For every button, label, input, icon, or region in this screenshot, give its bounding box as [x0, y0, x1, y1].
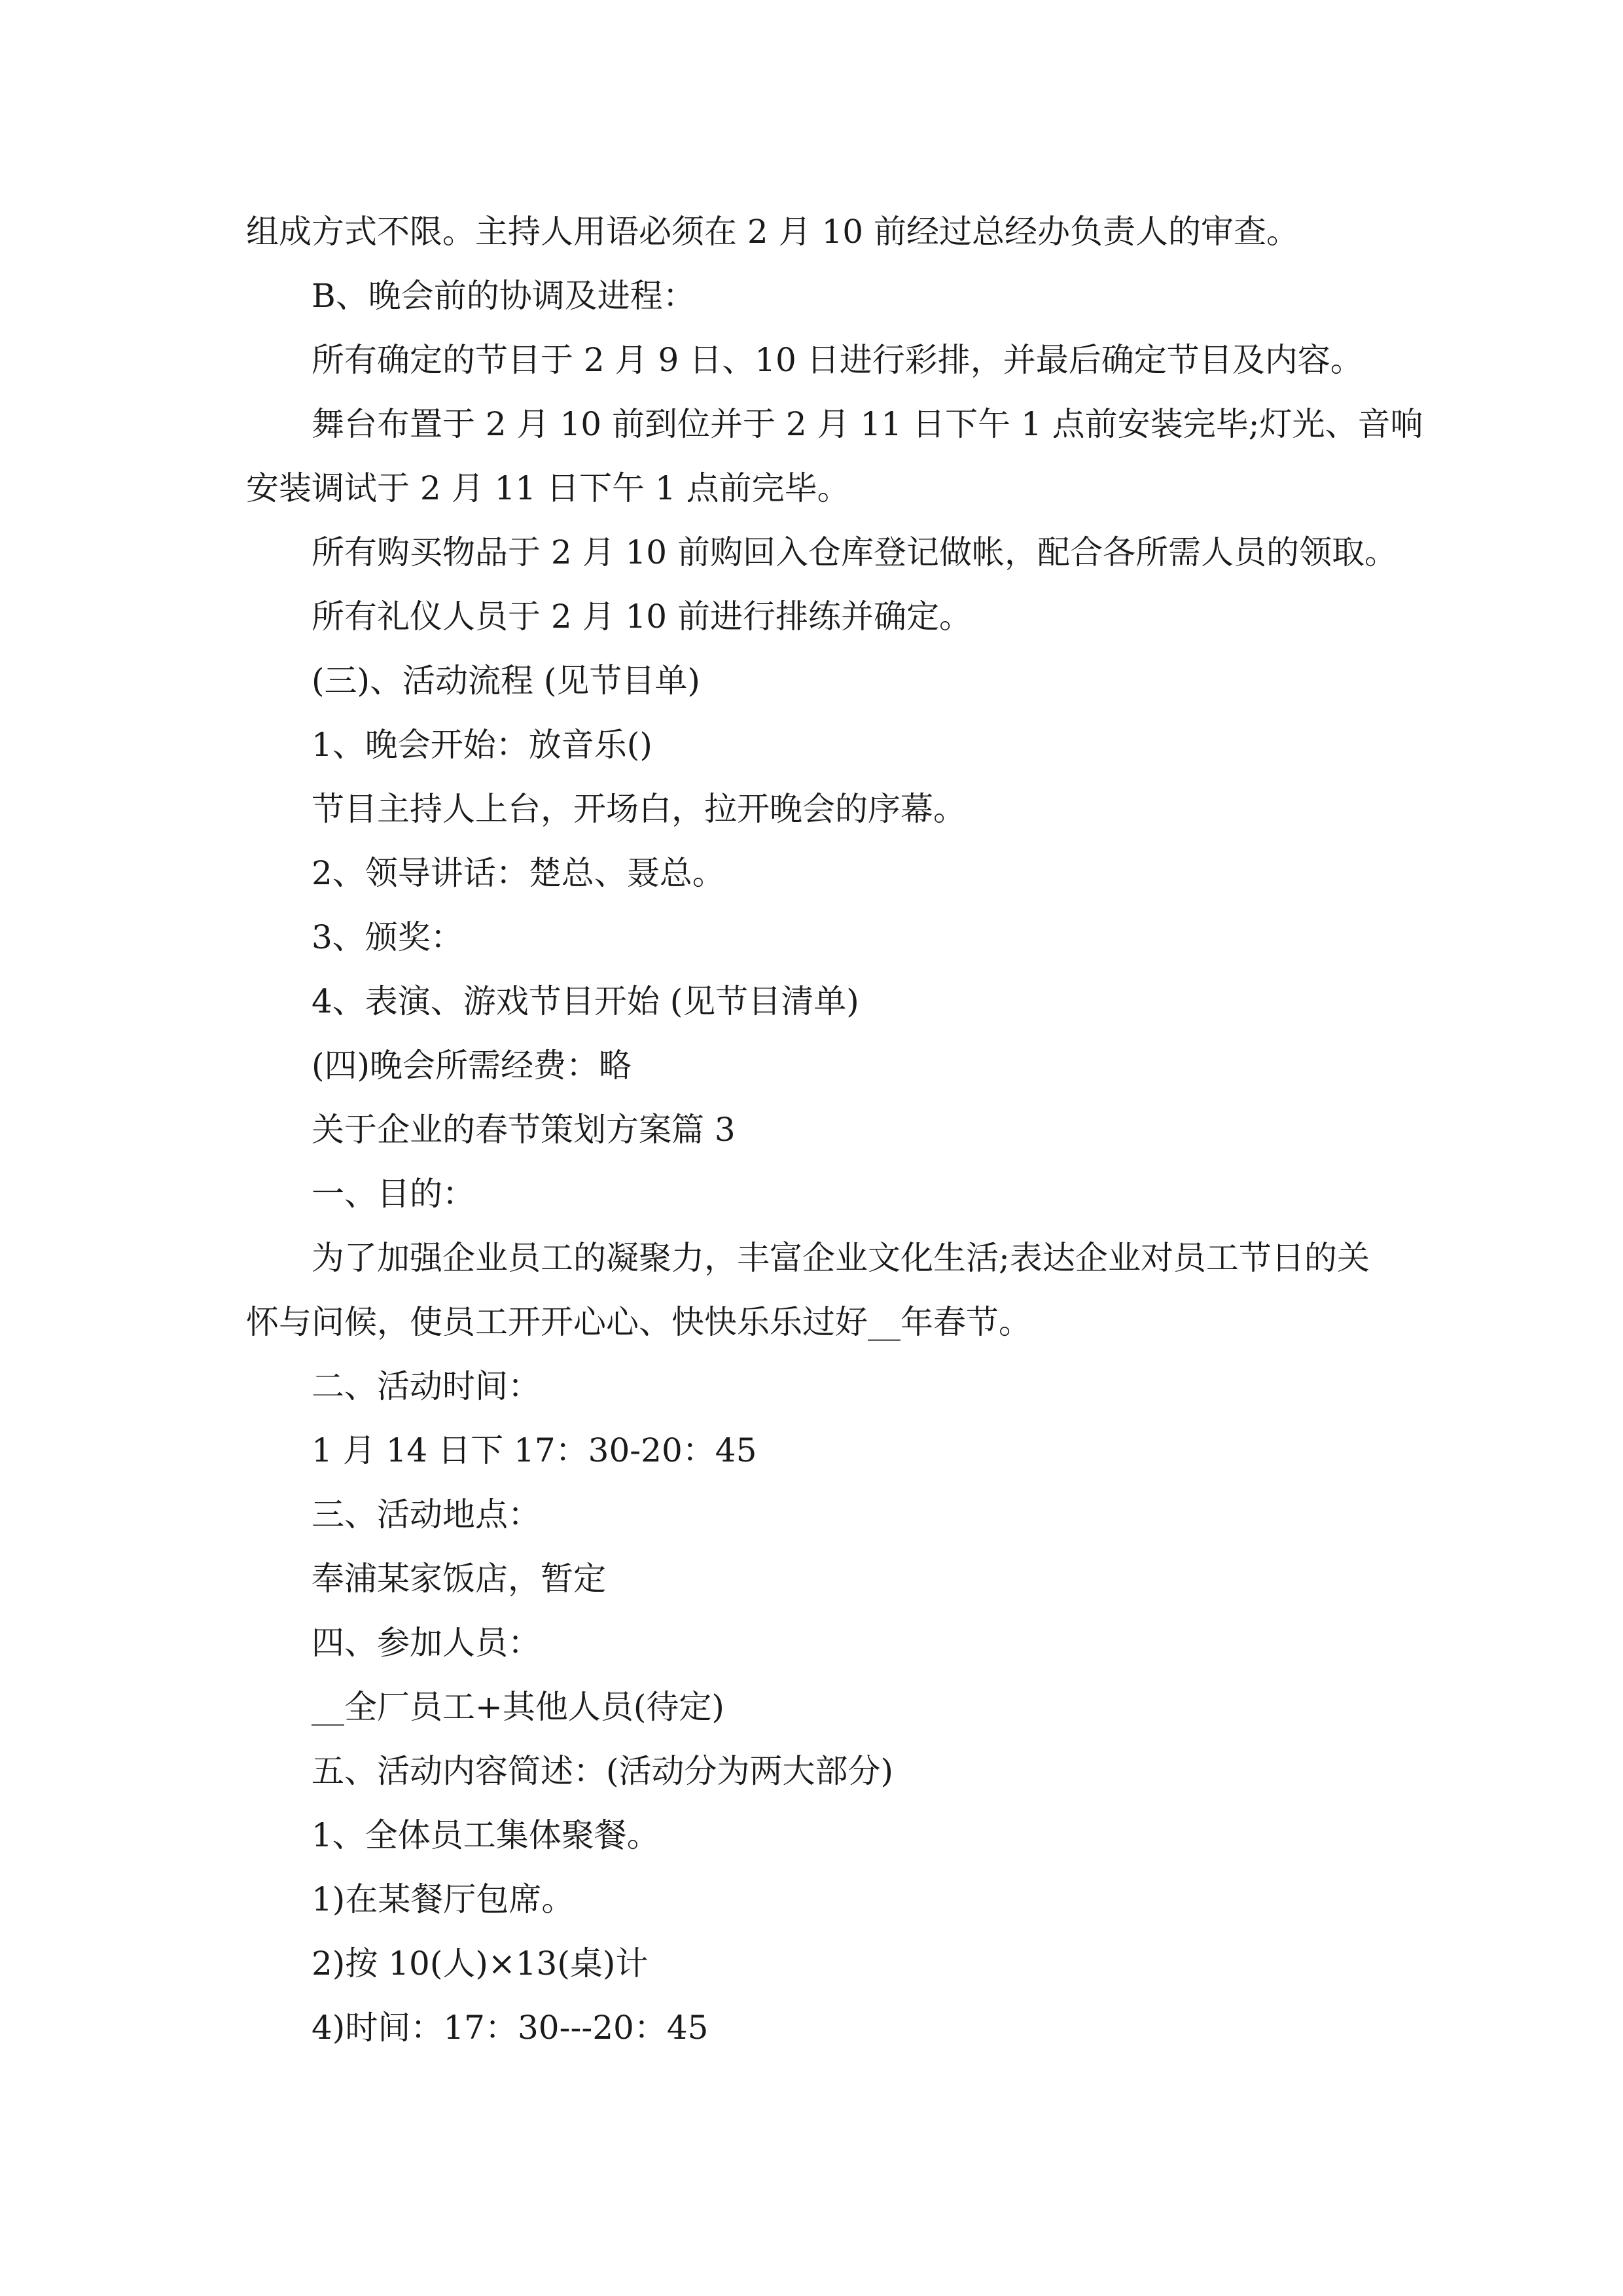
- list-item: 4)时间：17：30---20：45: [312, 2009, 709, 2047]
- section-heading: (四)晚会所需经费：略: [312, 1047, 632, 1085]
- section-heading: 四、参加人员：: [312, 1624, 541, 1662]
- paragraph-line: 节目主持人上台，开场白，拉开晚会的序幕。: [312, 790, 966, 828]
- paragraph-line: 舞台布置于 2 月 10 前到位并于 2 月 11 日下午 1 点前安装完毕;灯光、音响: [312, 405, 1423, 443]
- list-item: 1、全体员工集体聚餐。: [312, 1816, 660, 1854]
- paragraph-line: 奉浦某家饭店，暂定: [312, 1560, 606, 1598]
- list-item: 2)按 10(人)×13(桌)计: [312, 1945, 649, 1982]
- paragraph-line: 所有礼仪人员于 2 月 10 前进行排练并确定。: [312, 598, 972, 636]
- paragraph-line: __全厂员工+其他人员(待定): [312, 1688, 724, 1726]
- section-heading: 一、目的：: [312, 1175, 475, 1213]
- paragraph-line: 组成方式不限。主持人用语必须在 2 月 10 前经过总经办负责人的审查。: [246, 213, 1300, 251]
- paragraph-line: B、晚会前的协调及进程：: [312, 277, 696, 315]
- section-heading: 二、活动时间：: [312, 1367, 541, 1405]
- paragraph-line: 安装调试于 2 月 11 日下午 1 点前完毕。: [246, 469, 850, 507]
- list-item: 3、颁奖：: [312, 918, 463, 956]
- document-section-title: 关于企业的春节策划方案篇 3: [312, 1111, 736, 1149]
- list-item: 1、晚会开始：放音乐(): [312, 726, 652, 764]
- section-heading: 三、活动地点：: [312, 1496, 541, 1534]
- document-body: [246, 200, 1423, 2060]
- paragraph-line: 为了加强企业员工的凝聚力，丰富企业文化生活;表达企业对员工节日的关: [312, 1239, 1370, 1277]
- section-heading: 五、活动内容简述：(活动分为两大部分): [312, 1752, 894, 1790]
- list-item: 1)在某餐厅包席。: [312, 1880, 575, 1918]
- list-item: 4、表演、游戏节目开始 (见节目清单): [312, 982, 859, 1020]
- paragraph-line: 怀与问候，使员工开开心心、快快乐乐过好__年春节。: [246, 1303, 1031, 1341]
- list-item: 2、领导讲话：楚总、聂总。: [312, 854, 725, 892]
- paragraph-line: 所有确定的节目于 2 月 9 日、10 日进行彩排，并最后确定节目及内容。: [312, 341, 1363, 379]
- section-heading: (三)、活动流程 (见节目单): [312, 662, 700, 700]
- paragraph-line: 所有购买物品于 2 月 10 前购回入仓库登记做帐，配合各所需人员的领取。: [312, 533, 1398, 571]
- paragraph-line: 1 月 14 日下 17：30-20：45: [312, 1431, 757, 1469]
